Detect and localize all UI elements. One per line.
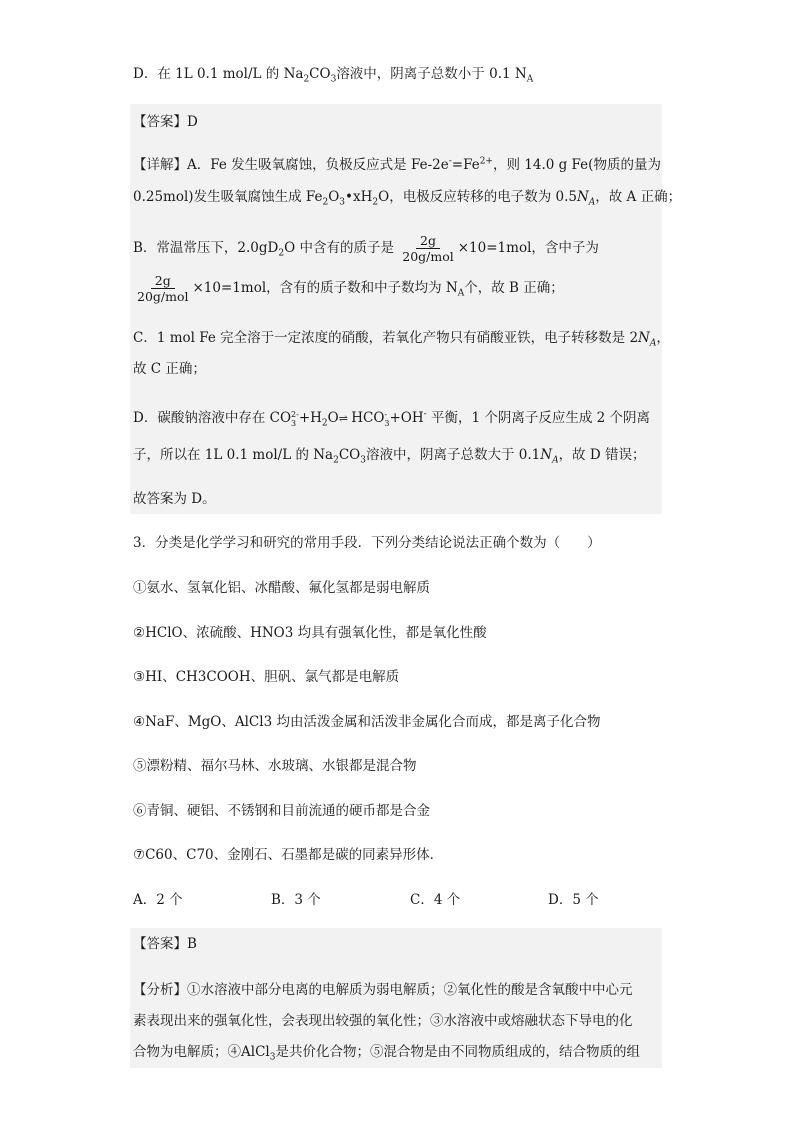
question-stem: 3．分类是化学学习和研究的常用手段．下列分类结论说法正确个数为（ ） bbox=[133, 535, 601, 551]
detail-d-line2: 子，所以在 1L 0.1 mol/L 的 $Na_2CO_3$溶液中，阴离子总数大于 $0.1N_A$，故 D 错误； bbox=[133, 447, 646, 466]
detail-b-line1: B．常温常压下，$2.0gD_2O$ 中含有的质子是 $\frac{2g}{\text{20g/mol}}$ ×10=1mol，含中子为 bbox=[133, 233, 599, 264]
analysis-line: 【分析】①水溶液中部分电离的电解质为弱电解质；②氧化性的酸是含氧酸中中心元 bbox=[133, 982, 633, 998]
detail-c-line1: C．1 mol Fe 完全溶于一定浓度的硝酸，若氧化产物只有硝酸亚铁，电子转移数是 $2N_A$， bbox=[133, 330, 670, 349]
fraction: $\frac{2g}{\text{20g/mol}}$ bbox=[402, 233, 454, 264]
fraction: $\frac{2g}{\text{20g/mol}}$ bbox=[137, 273, 189, 304]
analysis-line: 合物为电解质；④AlCl$_3$是共价化合物；⑤混合物是由不同物质组成的，结合物质的组 bbox=[133, 1044, 640, 1063]
analysis-line: 素表现出来的强氧化性，会表现出较强的氧化性；③水溶液中或熔融状态下导电的化 bbox=[133, 1013, 633, 1029]
detail-b-line2: $\frac{2g}{\text{20g/mol}}$ ×10=1mol，含有的质子数和中子数均为 $N_A$个，故 B 正确； bbox=[137, 273, 564, 304]
prev-option-d: D．在 1L 0.1 mol/L 的 $Na_2CO_3$溶液中，阴离子总数小于 0.1 $N_A$ bbox=[133, 66, 534, 85]
answer-label: 【答案】D bbox=[133, 114, 198, 130]
question-item: ②HClO、浓硫酸、HNO3 均具有强氧化性，都是氧化性酸 bbox=[133, 625, 487, 641]
detail-d-line1: D．碳酸钠溶液中存在 CO 2- 3 $+H_2O\rightleftharpoons$ HCO - 3 +OH- 平衡，1 个阴离子反应生成 2 个阴离 bbox=[133, 409, 651, 429]
detail-a-line2: 0.25mol)发生吸氧腐蚀生成 $Fe_2O_3•xH_2O$，电极反应转移的电子数为 $0.5N_A$，故 A 正确； bbox=[133, 189, 682, 208]
detail-a-line1: 【详解】A．Fe 发生吸氧腐蚀，负极反应式是 $Fe-2e^-=Fe^{2+}$，则 14.0 g Fe(物质的量为 bbox=[133, 156, 661, 173]
option-a: A．2 个 bbox=[133, 892, 183, 908]
detail-conclusion: 故答案为 D。 bbox=[133, 491, 216, 507]
option-c: C．4 个 bbox=[410, 892, 461, 908]
equilibrium-arrow-icon: ⇌ bbox=[338, 412, 347, 425]
question-item: ⑤漂粉精、福尔马林、水玻璃、水银都是混合物 bbox=[133, 758, 417, 774]
detail-c-line2: 故 C 正确； bbox=[133, 361, 206, 377]
question-item: ⑦C60、C70、金刚石、石墨都是碳的同素异形体． bbox=[133, 847, 444, 863]
question-item: ③HI、CH3COOH、胆矾、氯气都是电解质 bbox=[133, 669, 400, 685]
answer-label: 【答案】B bbox=[133, 936, 197, 952]
question-item: ⑥青铜、硬铝、不锈钢和目前流通的硬币都是合金 bbox=[133, 803, 430, 819]
option-d: D．5 个 bbox=[548, 892, 599, 908]
option-b: B．3 个 bbox=[271, 892, 321, 908]
question-item: ④NaF、MgO、AlCl3 均由活泼金属和活泼非金属化合而成，都是离子化合物 bbox=[133, 714, 601, 730]
question-item: ①氨水、氢氧化铝、冰醋酸、氟化氢都是弱电解质 bbox=[133, 580, 430, 596]
